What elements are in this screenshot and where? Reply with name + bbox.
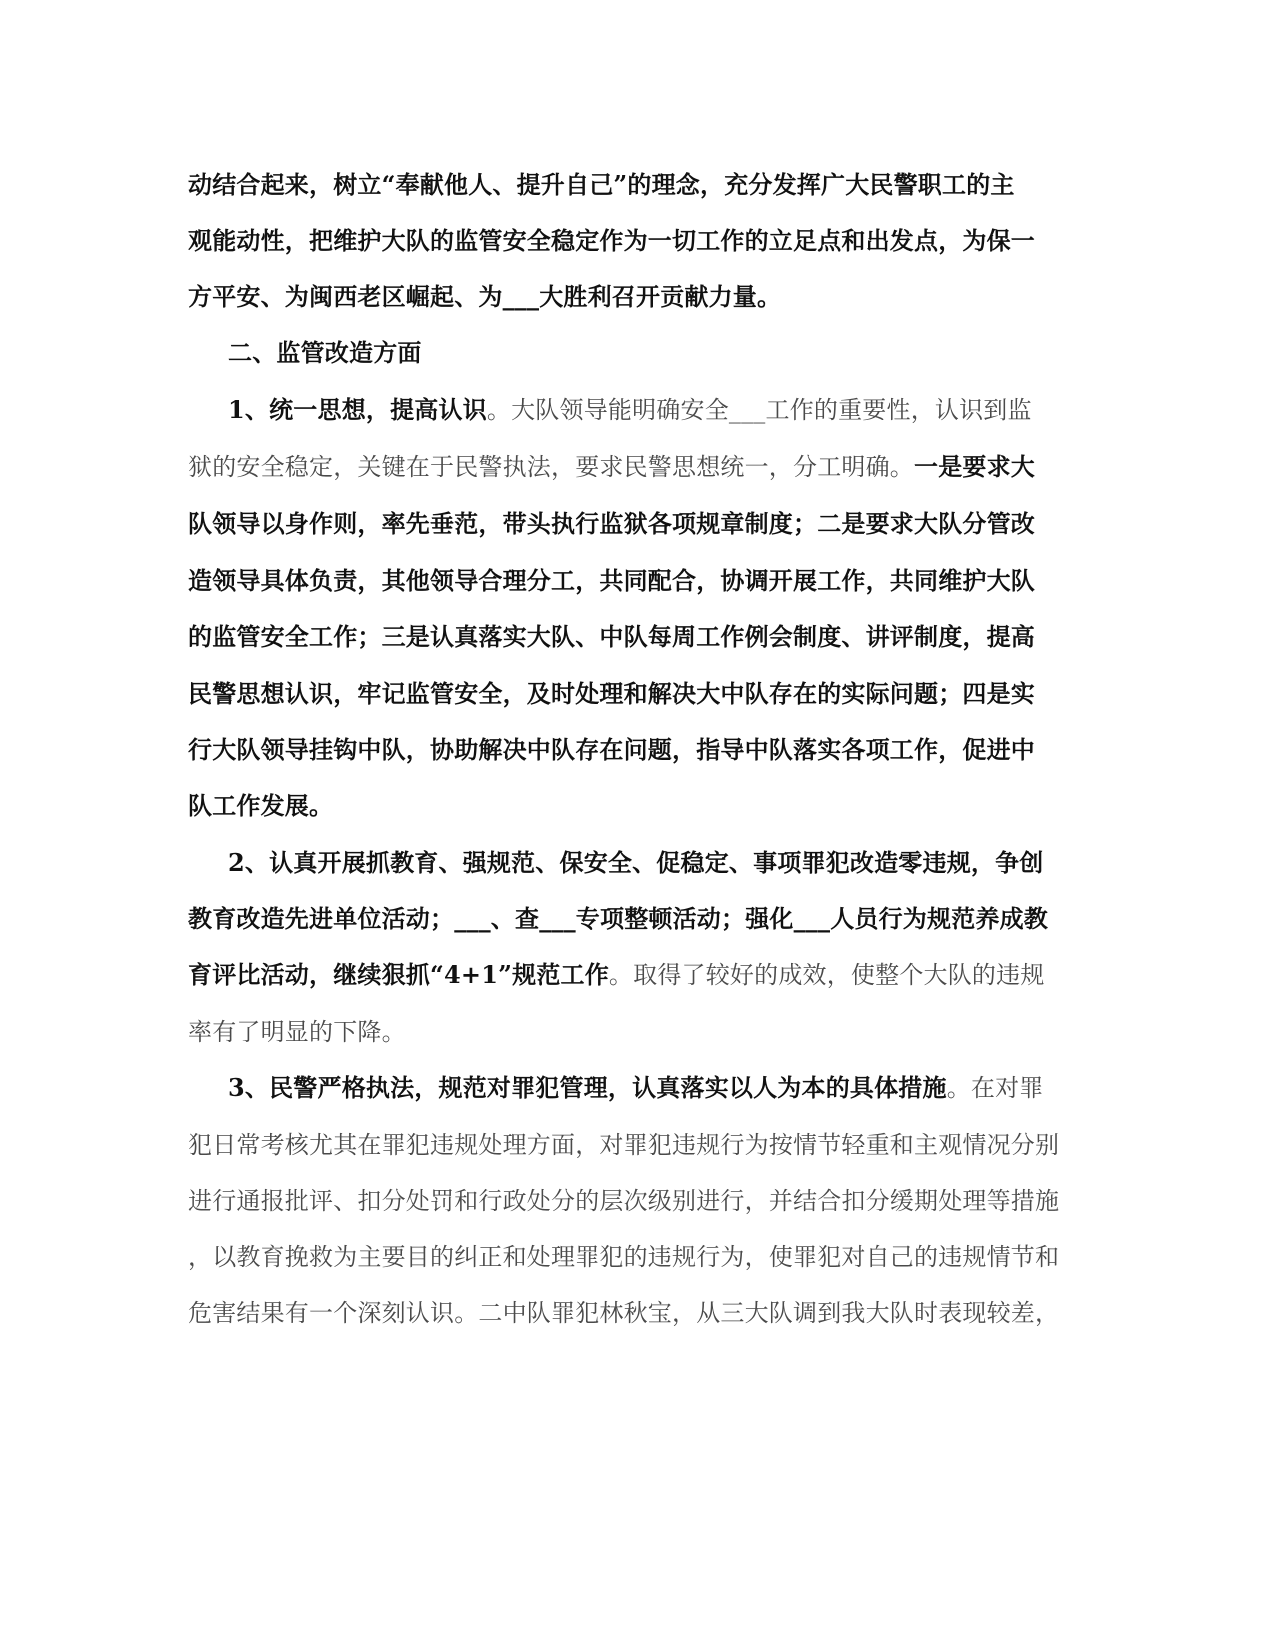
text-line <box>188 679 1035 709</box>
text-line <box>188 282 781 312</box>
bold-text: 动结合起来，树立“奉献他人、提升自己”的理念，充分发挥广大民警职工的主 <box>188 170 1015 199</box>
text-line <box>188 1130 1059 1160</box>
bold-text: 1、统一思想，提高认识 <box>228 395 487 424</box>
bold-text: 二、监管改造方面 <box>228 338 422 367</box>
bold-text: 民警思想认识，牢记监管安全，及时处理和解决大中队存在的实际问题；四是实 <box>188 679 1035 708</box>
text-line <box>188 622 1035 652</box>
text-line <box>188 904 1048 934</box>
body-text: ，以教育挽救为主要目的纠正和处理罪犯的违规行为，使罪犯对自己的违规情节和 <box>188 1243 1060 1271</box>
body-text: 进行通报批评、扣分处罚和行政处分的层次级别进行，并结合扣分缓期处理等措施 <box>188 1187 1060 1215</box>
bold-text: 队领导以身作则，率先垂范，带头执行监狱各项规章制度；二是要求大队分管改 <box>188 509 1035 538</box>
body-text: 犯日常考核尤其在罪犯违规处理方面，对罪犯违规行为按情节轻重和主观情况分别 <box>188 1131 1060 1159</box>
text-line <box>188 452 1035 482</box>
text-line <box>228 848 1044 878</box>
bold-text: 行大队领导挂钩中队，协助解决中队存在问题，指导中队落实各项工作，促进中 <box>188 735 1035 764</box>
text-line <box>188 960 1045 990</box>
bold-text: 队工作发展。 <box>188 791 334 820</box>
bold-text: 方平安、为闽西老区崛起、为___大胜利召开贡献力量。 <box>188 282 782 311</box>
bold-text: 3、民警严格执法，规范对罪犯管理，认真落实以人为本的具体措施 <box>228 1073 947 1102</box>
bold-text: 教育改造先进单位活动；___、查___专项整顿活动；强化___人员行为规范养成教 <box>188 904 1048 933</box>
bold-text: 育评比活动，继续狠抓“4+1”规范工作 <box>188 960 609 989</box>
body-text: 。大队领导能明确安全___工作的重要性，认识到监 <box>486 396 1032 424</box>
text-line <box>188 1242 1059 1272</box>
body-text: 危害结果有一个深刻认识。二中队罪犯林秋宝，从三大队调到我大队时表现较差， <box>188 1299 1060 1327</box>
text-line <box>188 735 1035 765</box>
text-line <box>228 1073 1044 1103</box>
text-line <box>188 1017 406 1047</box>
body-text: 。在对罪 <box>946 1074 1044 1102</box>
text-line <box>228 338 422 368</box>
text-line <box>188 566 1035 596</box>
text-line <box>188 226 1035 256</box>
bold-text: 的监管安全工作；三是认真落实大队、中队每周工作例会制度、讲评制度，提高 <box>188 622 1035 651</box>
text-line <box>188 170 1015 200</box>
text-line <box>188 1298 1059 1328</box>
bold-text: 造领导具体负责，其他领导合理分工，共同配合，协调开展工作，共同维护大队 <box>188 566 1035 595</box>
text-line <box>228 395 1032 425</box>
bold-text: 2、认真开展抓教育、强规范、保安全、促稳定、事项罪犯改造零违规，争创 <box>228 848 1044 877</box>
text-line <box>188 1186 1059 1216</box>
body-text: 率有了明显的下降。 <box>188 1018 406 1046</box>
text-line <box>188 791 333 821</box>
text-line <box>188 509 1035 539</box>
bold-text: 观能动性，把维护大队的监管安全稳定作为一切工作的立足点和出发点，为保一 <box>188 226 1035 255</box>
bold-text: 一是要求大 <box>914 452 1035 481</box>
body-text: 。取得了较好的成效，使整个大队的违规 <box>608 961 1045 989</box>
body-text: 狱的安全稳定，关键在于民警执法，要求民警思想统一，分工明确。 <box>188 453 914 481</box>
